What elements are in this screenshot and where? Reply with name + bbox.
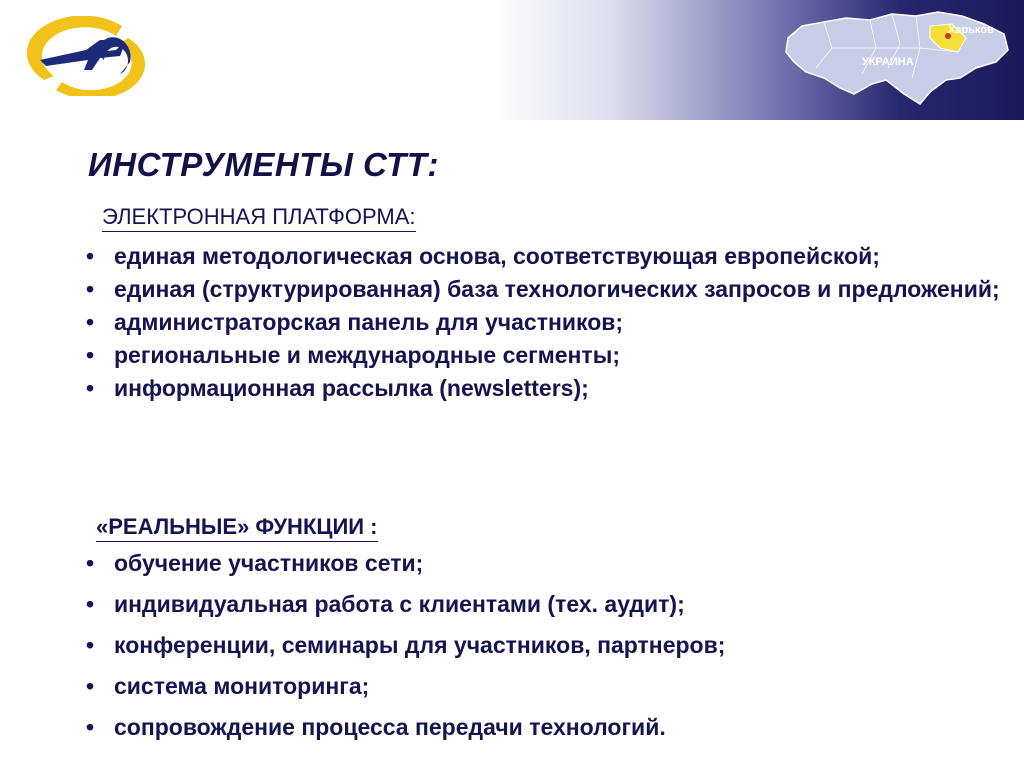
section-heading-functions: «РЕАЛЬНЫЕ» ФУНКЦИИ : xyxy=(96,514,378,542)
airplane-logo-icon xyxy=(26,16,146,96)
bullet-icon: • xyxy=(86,591,95,617)
list-item xyxy=(86,274,1006,305)
bullet-icon: • xyxy=(86,375,95,401)
list-item-text: индивидуальная работа с клиентами (тех. аудит); xyxy=(114,591,685,617)
list-item-text: сопровождение процесса передачи технологий. xyxy=(114,714,666,740)
bullet-icon: • xyxy=(86,342,95,368)
bullet-icon: • xyxy=(86,276,95,302)
list-item xyxy=(86,340,1006,371)
bullet-icon: • xyxy=(86,243,95,269)
bullet-icon: • xyxy=(86,632,95,658)
list-item xyxy=(86,712,1006,743)
bullet-icon: • xyxy=(86,714,95,740)
list-item-text: единая методологическая основа, соответствующая европейской; xyxy=(114,243,880,269)
functions-list xyxy=(86,548,1006,753)
list-item xyxy=(86,373,1006,404)
platform-list xyxy=(86,241,1006,406)
list-item-text: конференции, семинары для участников, партнеров; xyxy=(114,632,726,658)
section-heading-platform: ЭЛЕКТРОННАЯ ПЛАТФОРМА: xyxy=(102,204,416,232)
map-country-label: УКРАИНА xyxy=(862,56,914,68)
bullet-icon: • xyxy=(86,309,95,335)
list-item xyxy=(86,589,1006,620)
list-item-text: единая (структурированная) база технологических запросов и предложений; xyxy=(114,276,1000,302)
list-item xyxy=(86,630,1006,661)
list-item xyxy=(86,241,1006,272)
list-item-text: региональные и международные сегменты; xyxy=(114,342,620,368)
bullet-icon: • xyxy=(86,673,95,699)
list-item xyxy=(86,548,1006,579)
list-item xyxy=(86,671,1006,702)
map-city-label: Харьков xyxy=(948,24,994,36)
list-item-text: система мониторинга; xyxy=(114,673,370,699)
page-title: ИНСТРУМЕНТЫ СТТ: xyxy=(88,146,439,183)
bullet-icon: • xyxy=(86,550,95,576)
list-item-text: информационная рассылка (newsletters); xyxy=(114,375,589,401)
list-item-text: обучение участников сети; xyxy=(114,550,424,576)
list-item-text: администраторская панель для участников; xyxy=(114,309,624,335)
list-item xyxy=(86,307,1006,338)
